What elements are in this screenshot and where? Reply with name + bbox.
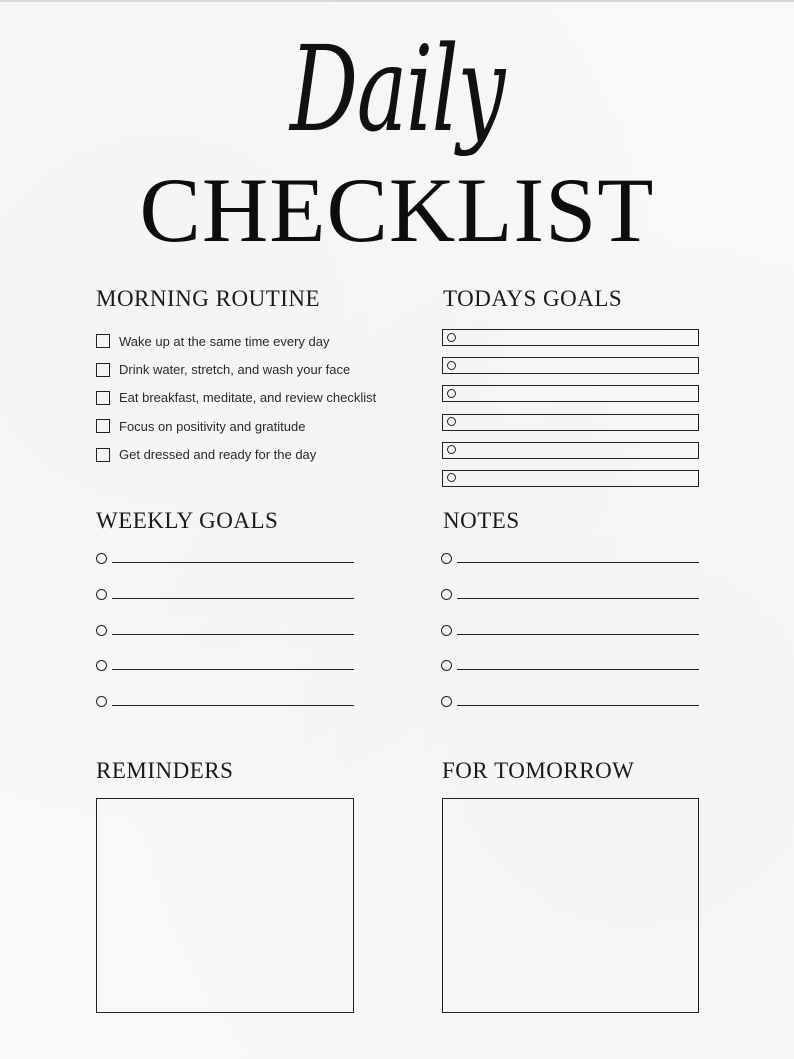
write-line [457,598,699,599]
write-line [112,634,354,635]
write-line [457,634,699,635]
note-line[interactable] [441,589,699,625]
for-tomorrow-box[interactable] [442,798,699,1013]
morning-routine-heading: MORNING ROUTINE [96,286,321,311]
bullet-circle-icon [96,553,107,564]
bullet-circle-icon [447,473,456,482]
todays-goal-field[interactable] [442,329,699,346]
bullet-circle-icon [441,625,452,636]
checkbox[interactable] [96,363,110,377]
todays-goal-field[interactable] [442,414,699,431]
write-line [457,705,699,706]
todays-goal-field[interactable] [442,442,699,459]
todays-goals-heading: TODAYS GOALS [443,286,623,311]
weekly-goal-line[interactable] [96,589,354,625]
morning-routine-item-label: Drink water, stretch, and wash your face [119,362,351,378]
morning-routine-item [96,441,426,469]
bullet-circle-icon [447,417,456,426]
write-line [112,598,354,599]
notes-list [441,553,699,732]
bullet-circle-icon [441,696,452,707]
write-line [112,669,354,670]
weekly-goal-line[interactable] [96,553,354,589]
script-title: Daily [290,20,504,158]
bullet-circle-icon [441,660,452,671]
weekly-goals-heading: WEEKLY GOALS [96,508,279,533]
morning-routine-item [96,384,426,412]
todays-goal-field[interactable] [442,357,699,374]
bullet-circle-icon [441,589,452,600]
write-line [457,669,699,670]
write-line [112,562,354,563]
for-tomorrow-heading: FOR TOMORROW [442,758,635,783]
bullet-circle-icon [96,589,107,600]
morning-routine-item [96,327,426,355]
morning-routine-list [96,327,426,469]
checkbox[interactable] [96,448,110,462]
bullet-circle-icon [447,389,456,398]
page-title: CHECKLIST [139,159,655,261]
checkbox[interactable] [96,391,110,405]
morning-routine-item-label: Wake up at the same time every day [119,333,330,349]
weekly-goal-line[interactable] [96,696,354,732]
checkbox[interactable] [96,334,110,348]
weekly-goal-line[interactable] [96,660,354,696]
note-line[interactable] [441,553,699,589]
note-line[interactable] [441,696,699,732]
notes-heading: NOTES [443,508,520,533]
write-line [112,705,354,706]
note-line[interactable] [441,625,699,661]
reminders-box[interactable] [96,798,354,1013]
checkbox[interactable] [96,419,110,433]
bullet-circle-icon [447,445,456,454]
todays-goal-field[interactable] [442,385,699,402]
bullet-circle-icon [447,361,456,370]
bullet-circle-icon [96,660,107,671]
note-line[interactable] [441,660,699,696]
weekly-goals-list [96,553,354,732]
todays-goal-field[interactable] [442,470,699,487]
bullet-circle-icon [447,333,456,342]
weekly-goal-line[interactable] [96,625,354,661]
bullet-circle-icon [96,625,107,636]
bullet-circle-icon [96,696,107,707]
morning-routine-item-label: Get dressed and ready for the day [119,447,317,463]
reminders-heading: REMINDERS [96,758,234,783]
morning-routine-item-label: Focus on positivity and gratitude [119,418,306,434]
morning-routine-item [96,412,426,440]
todays-goals-list [442,329,699,498]
write-line [457,562,699,563]
bullet-circle-icon [441,553,452,564]
morning-routine-item [96,355,426,383]
morning-routine-item-label: Eat breakfast, meditate, and review checklist [119,390,377,406]
